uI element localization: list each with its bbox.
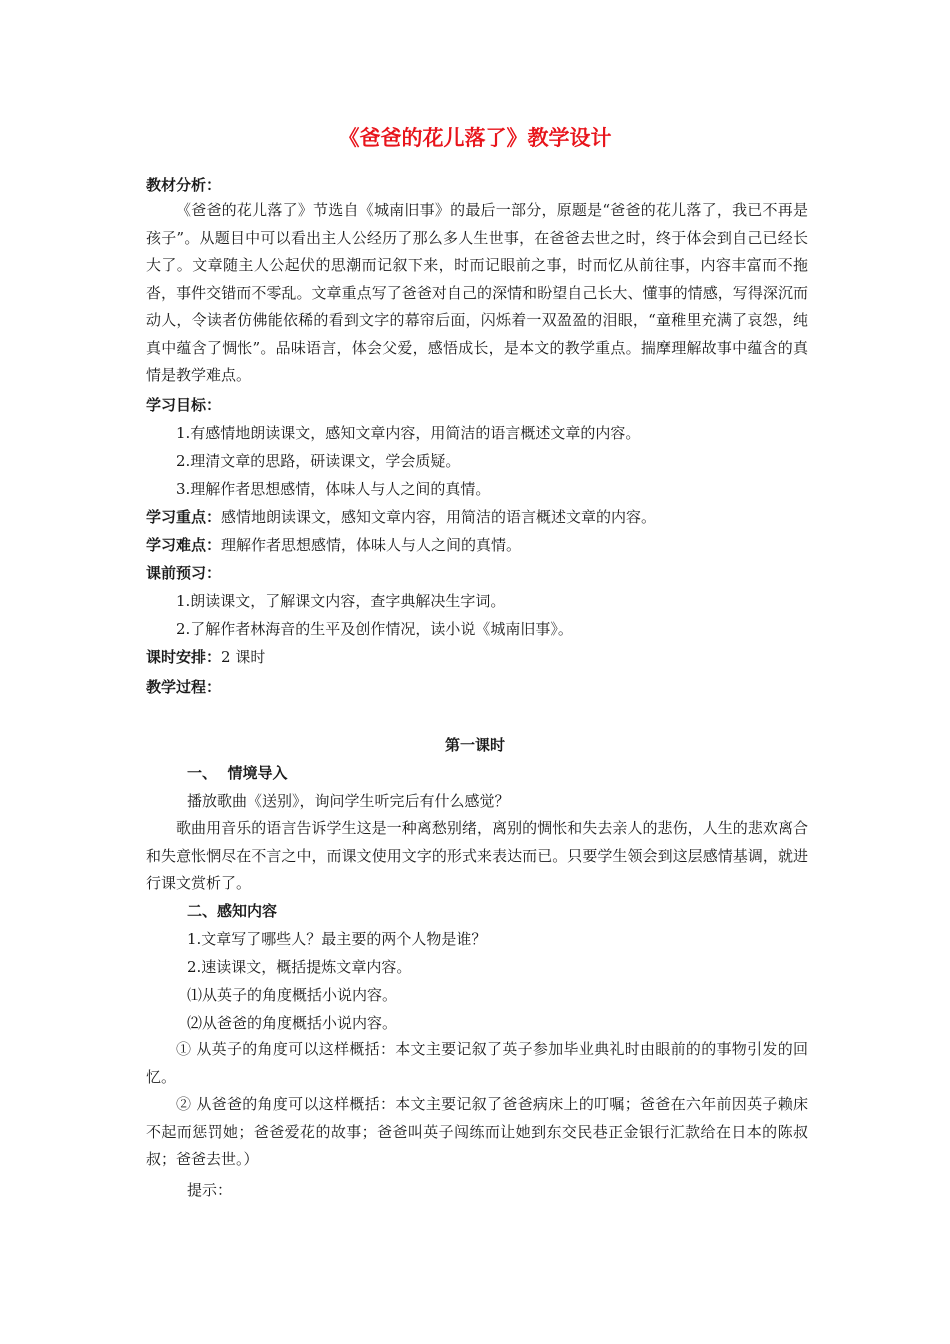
sub-question-item: ⑵从爸爸的角度概括小说内容。 (187, 1014, 398, 1032)
lesson-heading: 第一课时 (444, 736, 505, 754)
schedule-text: 2 课时 (221, 648, 266, 666)
difficulty-label: 学习难点： (146, 536, 222, 554)
intro-paragraph: 歌曲用音乐的语言告诉学生这是一种离愁别绪，离别的惆怅和失去亲人的悲伤，人生的悲欢离合和失意怅惘尽在不言之中，而课文使用文字的形式来表达而已。只要学生领会到这层感情基调，就进行课文赏析了。 (146, 819, 808, 892)
goal-item: 3.理解作者思想感情，体味人与人之间的真情。 (176, 480, 491, 498)
key-point-label: 学习重点： (146, 508, 222, 526)
answer-paragraph: ① 从英子的角度可以这样概括：本文主要记叙了英子参加毕业典礼时由眼前的的事物引发的回忆。 (146, 1040, 808, 1086)
schedule-row (146, 647, 265, 667)
key-point-text: 感情地朗读课文，感知文章内容，用简洁的语言概述文章的内容。 (221, 508, 657, 526)
answer-paragraph: ② 从爸爸的角度可以这样概括：本文主要记叙了爸爸病床上的叮嘱；爸爸在六年前因英子赖床不起而惩罚她；爸爸爱花的故事；爸爸叫英子闯练而让她到东交民巷正金银行汇款给在日本的陈叔叔；爸爸去世。） (146, 1095, 808, 1168)
schedule-label: 课时安排： (146, 648, 222, 666)
goal-item: 1.有感情地朗读课文，感知文章内容，用简洁的语言概述文章的内容。 (176, 424, 641, 442)
sub-question-item: ⑴从英子的角度概括小说内容。 (187, 986, 398, 1004)
difficulty-text: 理解作者思想感情，体味人与人之间的真情。 (221, 536, 522, 554)
difficulty-row (146, 535, 521, 555)
question-item: 1.文章写了哪些人？最主要的两个人物是谁？ (187, 930, 487, 948)
hint-label: 提示： (187, 1181, 233, 1199)
analysis-text: 《爸爸的花儿落了》节选自《城南旧事》的最后一部分，原题是“爸爸的花儿落了，我已不再是孩子”。从题目中可以看出主人公经历了那么多人生世事，在爸爸去世之时，终于体会到自己已经长大了。文章随主人公起伏的思潮而记叙下来，时而记眼前之事，时而忆从前往事，内容丰富而不拖沓，事件交错而不零乱。文章重点写了爸爸对自己的深情和盼望自己长大、懂事的情感，写得深沉而动人，令读者仿佛能依稀的看到文字的幕帘后面，闪烁着一双盈盈的泪眼，“童稚里充满了哀怨，纯真中蕴含了惆怅”。品味语言，体会父爱，感悟成长，是本文的教学重点。揣摩理解故事中蕴含的真情是教学难点。 (146, 201, 808, 384)
analysis-label: 教材分析： (146, 176, 222, 194)
goal-item: 2.理清文章的思路，研读课文，学会质疑。 (176, 452, 461, 470)
preview-item: 1.朗读课文，了解课文内容，查字典解决生字词。 (176, 592, 506, 610)
key-point-row (146, 507, 656, 527)
section-heading: 二、感知内容 (187, 902, 278, 920)
section-heading: 一、 情境导入 (187, 764, 288, 782)
goals-label: 学习目标： (146, 396, 222, 414)
process-label: 教学过程： (146, 678, 222, 696)
question-item: 2.速读课文，概括提炼文章内容。 (187, 958, 412, 976)
preview-item: 2.了解作者林海音的生平及创作情况，读小说《城南旧事》。 (176, 620, 573, 638)
preview-label: 课前预习： (146, 564, 222, 582)
document-title: 《爸爸的花儿落了》教学设计 (338, 126, 612, 150)
intro-text: 播放歌曲《送别》，询问学生听完后有什么感觉？ (187, 792, 510, 810)
